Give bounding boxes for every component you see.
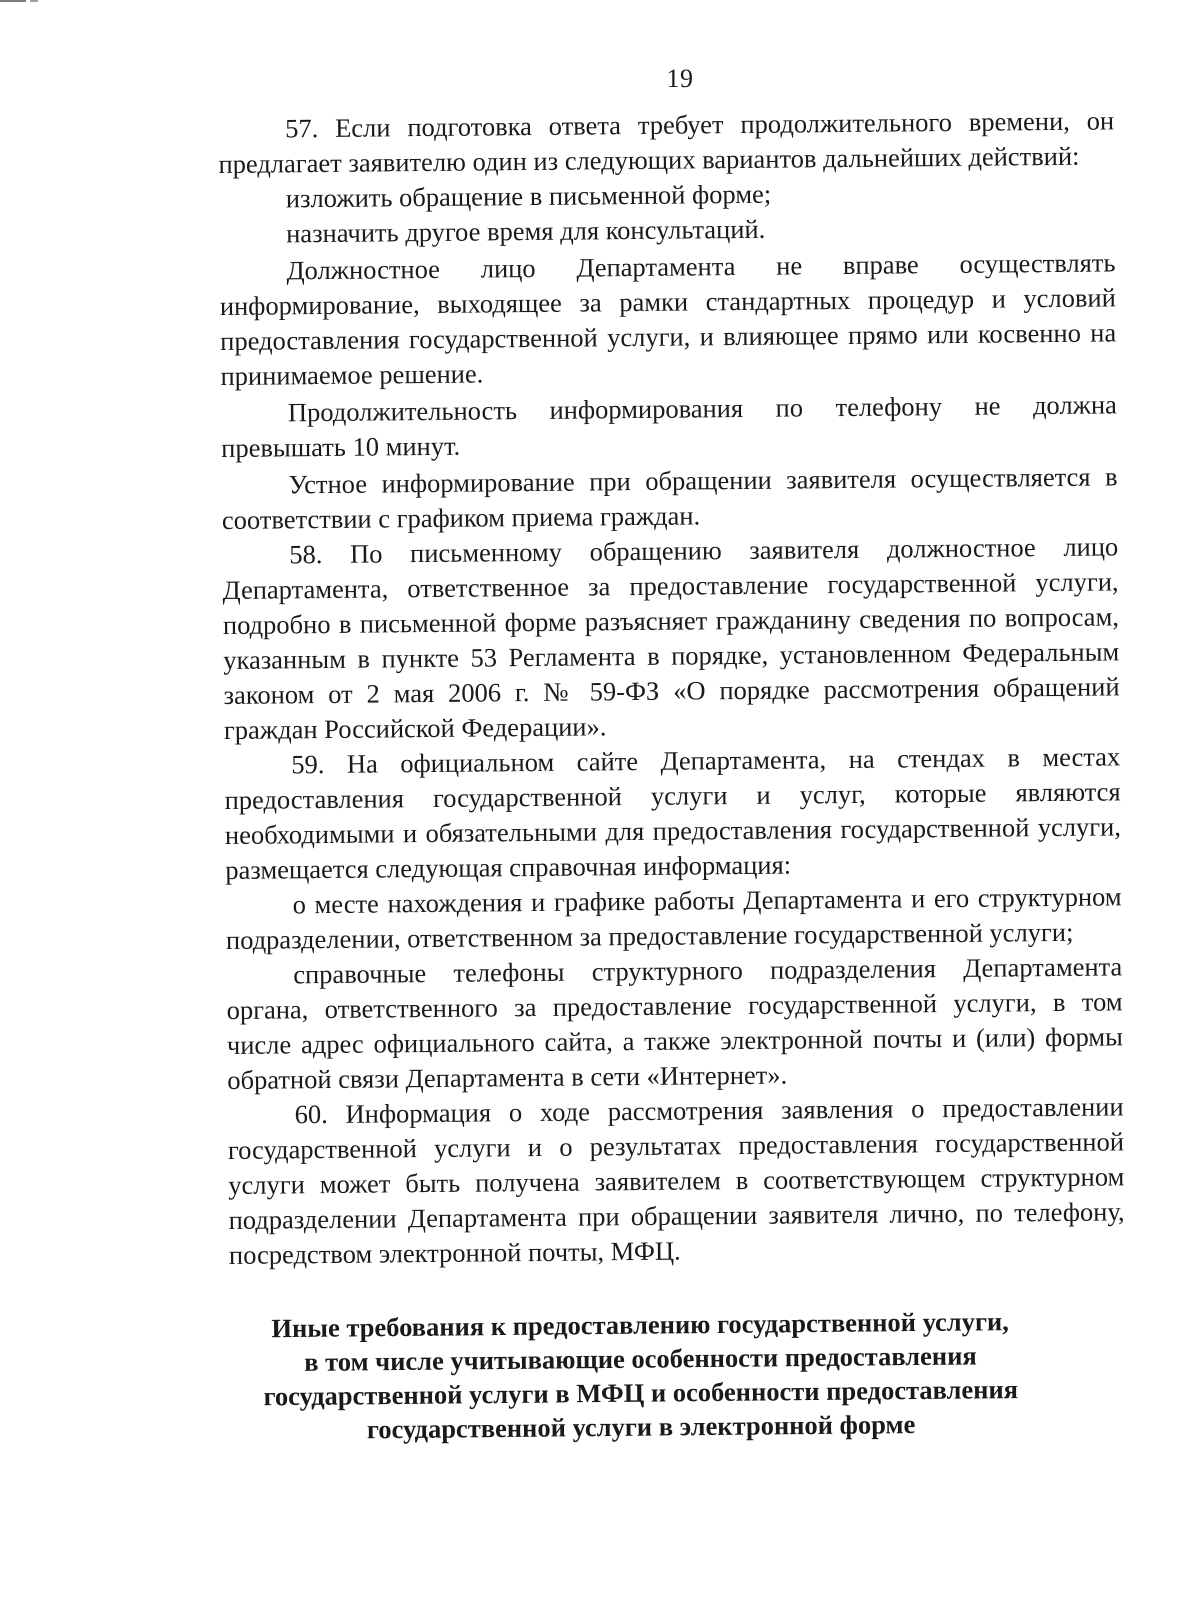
heading-line: государственной услуги в МФЦ и особенности предоставления xyxy=(263,1374,1019,1412)
heading-line: государственной услуги в электронной форме xyxy=(366,1409,916,1445)
paragraph-60: 60. Информация о ходе рассмотрения заявления о предоставлении государственной услуги и о результатах предоставления государственной услуги может быть получена заявителем в соответствующем структурном подразделении Департамента при обращении заявителя лично, по телефону, посредством электронной почты, МФЦ. xyxy=(227,1091,1125,1270)
heading-line: Иные требования к предоставлению государственной услуги, xyxy=(271,1306,1010,1344)
paragraph-57: 57. Если подготовка ответа требует продолжительного времени, он предлагает заявителю один из следующих вариантов дальнейших действий: xyxy=(218,105,1115,179)
list-item-option-written: изложить обращение в письменной форме; xyxy=(285,178,772,214)
scan-artifact xyxy=(0,0,26,2)
paragraph-59: 59. На официальном сайте Департамента, на стендах в местах предоставления государственной услуги и услуг, которые являются необходимыми и обязательными для предоставления государственной услуги, размещается следующая справочная информация: xyxy=(224,741,1122,885)
page-number: 19 xyxy=(666,64,694,93)
paragraph-phone-duration: Продолжительность информирования по телефону не должна превышать 10 минут. xyxy=(221,389,1117,463)
list-item-location-schedule: о месте нахождения и графике работы Департамента и его структурном подразделении, ответственном за предоставление государственной услуги; xyxy=(225,881,1122,955)
list-item-option-reschedule: назначить другое время для консультаций. xyxy=(286,213,766,249)
paragraph-58: 58. По письменному обращению заявителя должностное лицо Департамента, ответственное за предоставление государственной услуги, подробно в письменной форме разъясняет гражданину сведения по вопросам, указанным в пункте 53 Регламента в порядке, установленном Федеральным законом от 2 мая 2006 г. № 59-ФЗ «О порядке рассмотрения обращений граждан Российской Федерации». xyxy=(222,531,1120,745)
paragraph-oral-info: Устное информирование при обращении заявителя осуществляется в соответствии с графиком приема граждан. xyxy=(221,461,1118,535)
scan-artifact xyxy=(30,0,38,2)
heading-line: в том числе учитывающие особенности предоставления xyxy=(304,1340,977,1377)
section-heading xyxy=(190,1303,1091,1448)
list-item-reference-phones: справочные телефоны структурного подразделения Департамента органа, ответственного за предоставление государственной услуги, в том числе адрес официального сайта, а также электронной почты и (или) формы обратной связи Департамента в сети «Интернет». xyxy=(226,951,1124,1095)
body-text xyxy=(218,103,1125,1273)
paragraph-official-limits: Должностное лицо Департамента не вправе осуществлять информирование, выходящее за рамки стандартных процедур и условий предоставления государственной услуги, и влияющее прямо или косвенно на принимаемое решение. xyxy=(219,247,1117,391)
